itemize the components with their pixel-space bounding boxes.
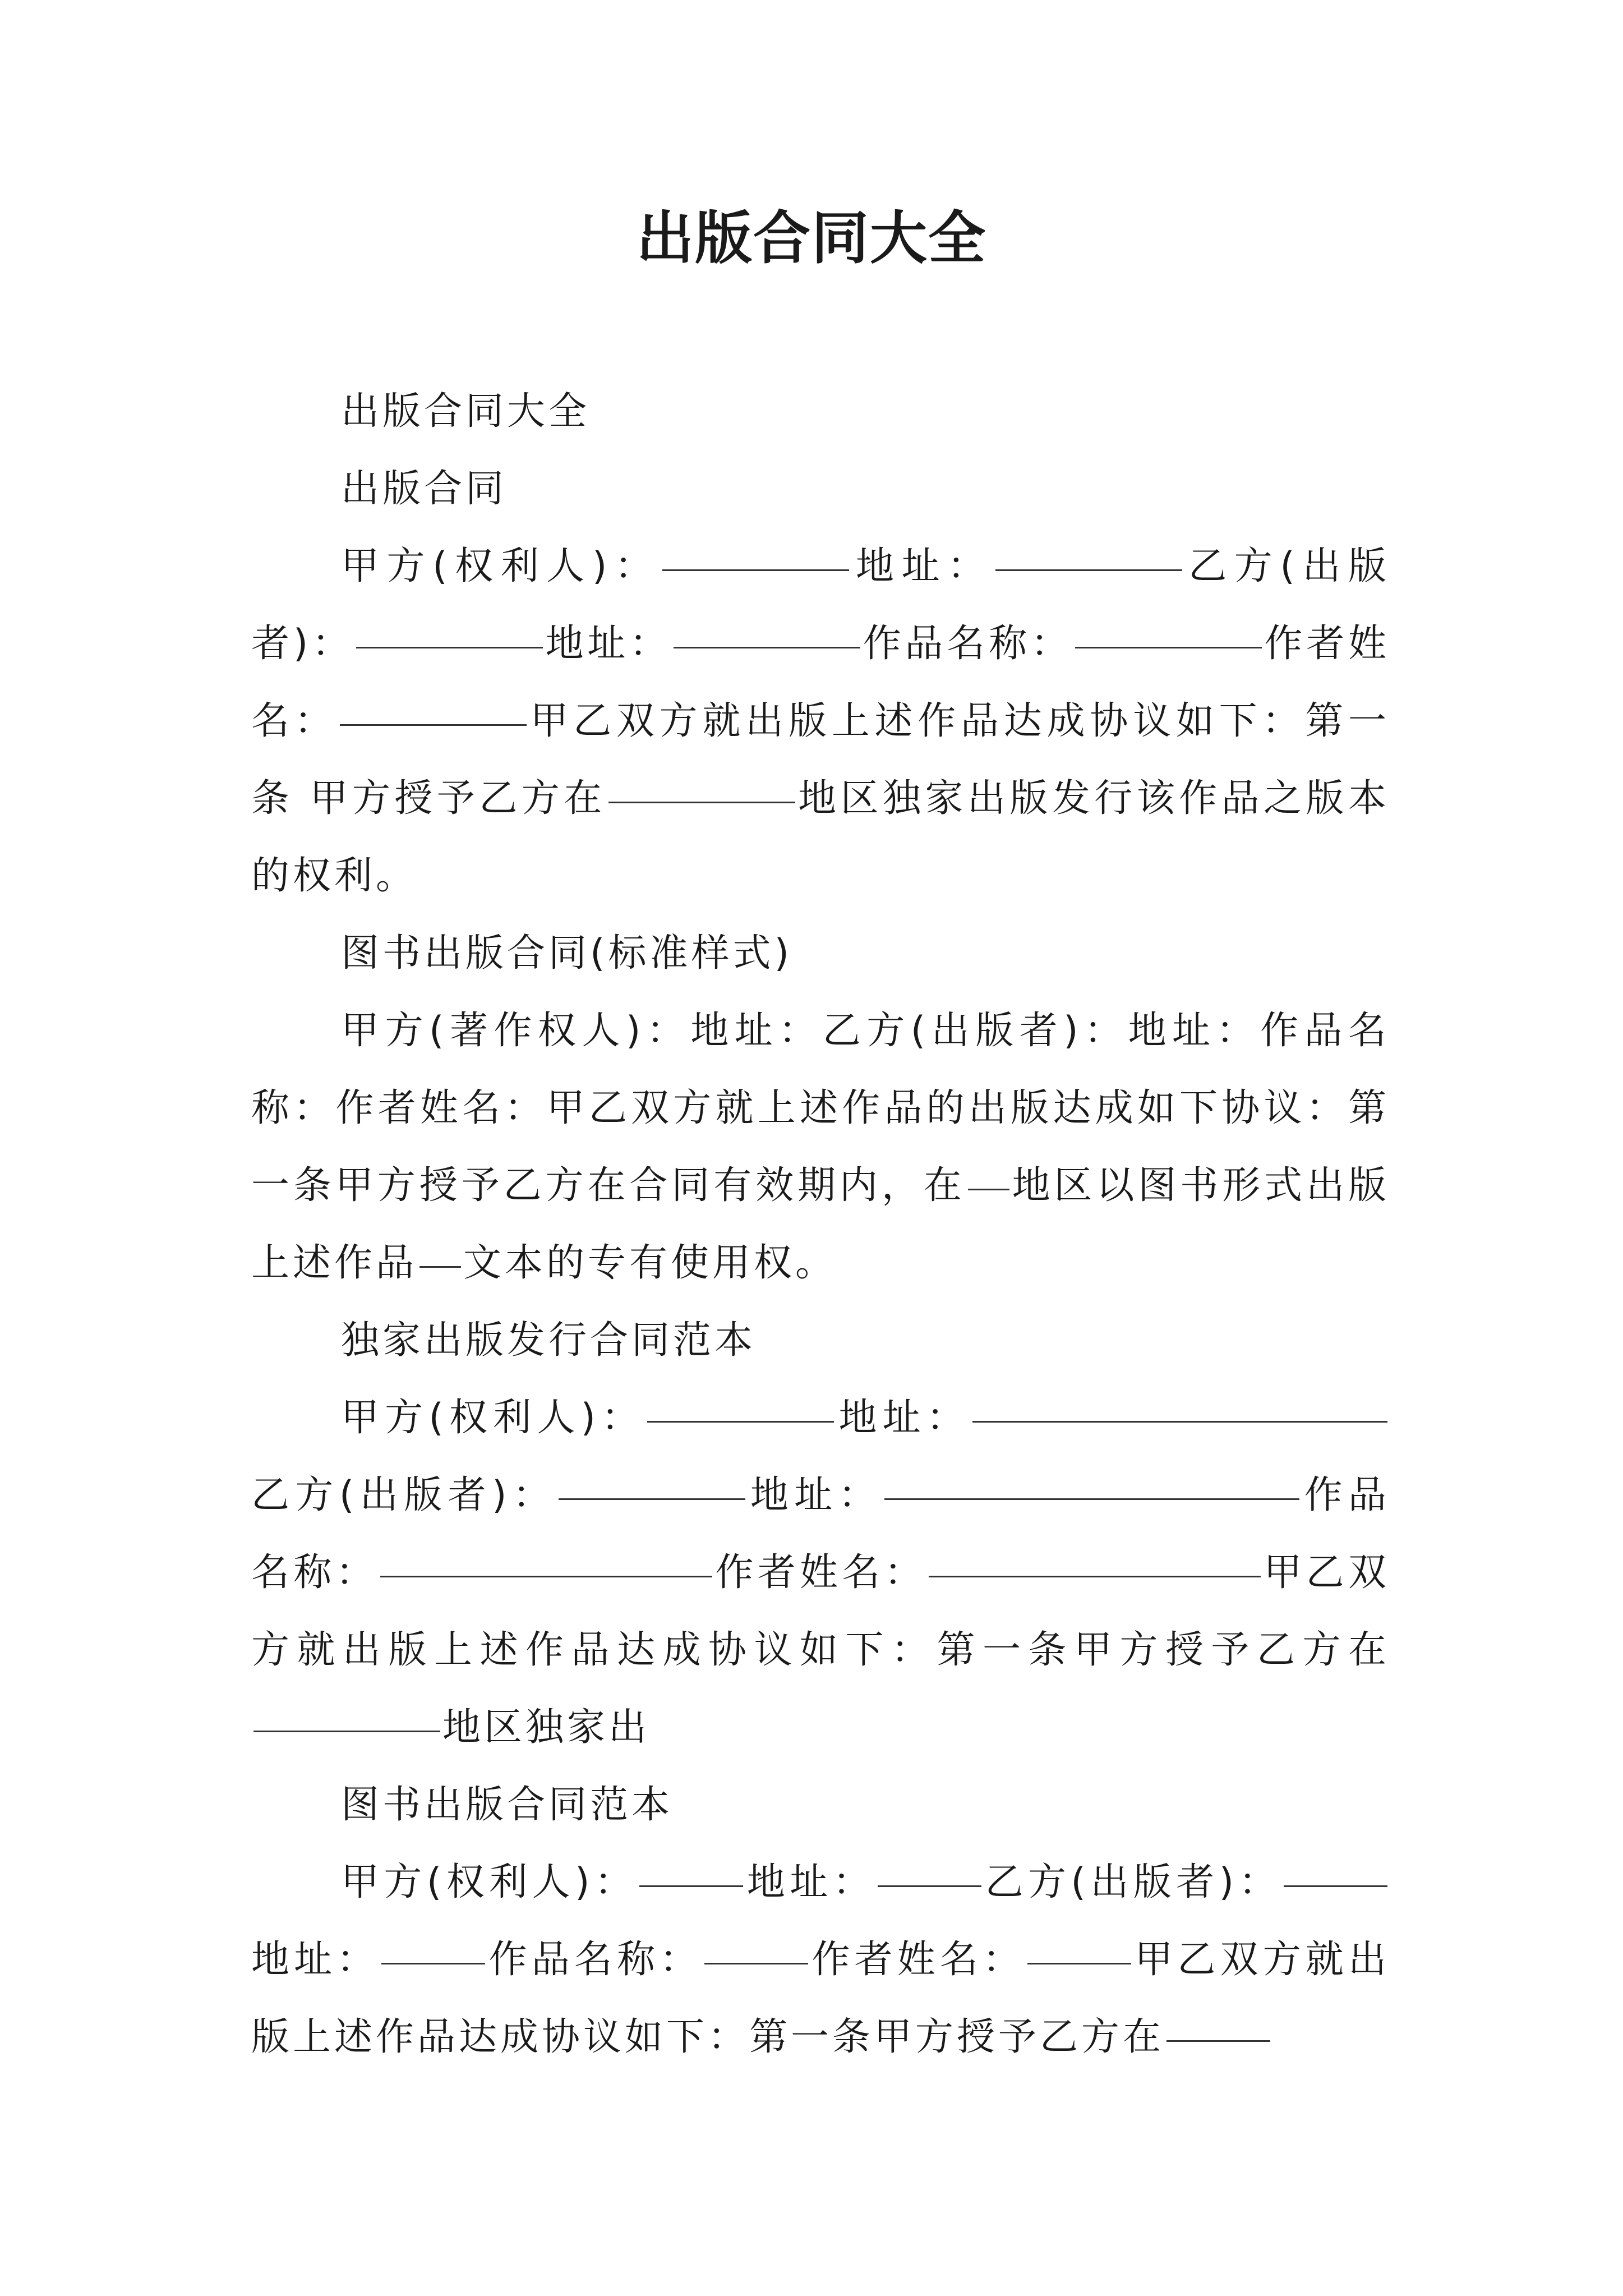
paragraph-text: 作者姓名： <box>714 1550 926 1595</box>
paragraph-text: 作者姓名： <box>251 622 1390 743</box>
paragraph <box>251 373 1390 450</box>
paragraph-text: 作品名称： <box>862 622 1073 666</box>
paragraph-text: 甲方(权利人)： <box>341 1396 645 1440</box>
fill-in-blank-line <box>380 1536 712 1577</box>
paragraph-text: 甲乙双方就出版上述作品达成协议如下：第一条甲方授予乙方在 <box>251 1938 1390 2059</box>
paragraph-text: 作品名称： <box>487 1938 703 1982</box>
paragraph <box>251 1766 1390 1844</box>
paragraph-text: 图书出版合同(标准样式) <box>341 931 793 976</box>
paragraph-text: 甲乙双方就出版上述作品达成协议如下：第一条 甲方授予乙方在 <box>251 699 1390 821</box>
fill-in-blank-line <box>381 1924 485 1964</box>
fill-in-blank-line <box>356 608 543 648</box>
paragraph <box>251 1844 1390 2076</box>
paragraph-text: 甲方(权利人)： <box>341 544 661 588</box>
fill-in-blank-line <box>1027 1924 1131 1964</box>
paragraph-text: 作品名称： <box>251 1473 1390 1595</box>
paragraph-text: 地址： <box>851 544 993 588</box>
paragraph-text: 甲方(著作权人)：地址：乙方(出版者)：地址：作品名称：作者姓名：甲乙双方就上述作品的出版达成如下协议：第一条甲方授予乙方在合同有效期内，在 <box>251 1009 1390 1208</box>
fill-in-blank-line <box>419 1227 461 1268</box>
paragraph-text: 文本的专有使用权。 <box>463 1241 837 1285</box>
fill-in-blank-line <box>972 1382 1387 1423</box>
fill-in-blank-line <box>1284 1846 1387 1887</box>
paragraph-text: 乙方(出版者)： <box>984 1860 1281 1904</box>
paragraph <box>251 992 1390 1302</box>
paragraph <box>251 450 1390 528</box>
fill-in-blank-line <box>995 530 1182 571</box>
paragraph-text: 地区独家出版发行该作品之版本的权利。 <box>251 776 1390 898</box>
paragraph-text: 出版合同 <box>341 467 508 511</box>
paragraph-text: 甲方(权利人)： <box>341 1860 638 1904</box>
paragraph <box>251 528 1390 915</box>
fill-in-blank-line <box>1075 608 1262 648</box>
fill-in-blank-line <box>1166 2001 1270 2042</box>
paragraph-text: 甲乙双方就出版上述作品达成协议如下：第一条甲方授予乙方在 <box>251 1550 1390 1672</box>
paragraph <box>251 1379 1390 1766</box>
paragraph-text: 地址： <box>251 1938 380 1982</box>
paragraph <box>251 915 1390 992</box>
paragraph-text: 地区独家出 <box>442 1705 651 1750</box>
fill-in-blank-line <box>559 1459 745 1500</box>
fill-in-blank-line <box>968 1149 1009 1190</box>
paragraph-text: 地址： <box>545 622 671 666</box>
paragraph-text: 地址： <box>748 1473 883 1517</box>
paragraph-text: 地址： <box>745 1860 876 1904</box>
document-body <box>251 373 1390 2076</box>
paragraph-text: 出版合同大全 <box>341 389 591 434</box>
paragraph-text: 图书出版合同范本 <box>341 1783 674 1827</box>
paragraph-text: 乙方(出版者)： <box>251 1473 557 1517</box>
paragraph-text: 作者姓名： <box>810 1938 1026 1982</box>
paragraph-text: 乙方(出版者)： <box>251 544 1390 666</box>
document-title: 出版合同大全 <box>637 205 986 272</box>
paragraph-text: 独家出版发行合同范本 <box>341 1318 757 1363</box>
fill-in-blank-line <box>253 1691 440 1732</box>
fill-in-blank-line <box>662 530 849 571</box>
fill-in-blank-line <box>674 608 860 648</box>
fill-in-blank-line <box>340 685 527 726</box>
fill-in-blank-line <box>647 1382 834 1423</box>
fill-in-blank-line <box>878 1846 981 1887</box>
paragraph <box>251 1302 1390 1379</box>
fill-in-blank-line <box>929 1536 1261 1577</box>
fill-in-blank-line <box>704 1924 808 1964</box>
paragraph-text: 地址： <box>836 1396 970 1440</box>
fill-in-blank-line <box>639 1846 743 1887</box>
paragraph-text: 地区以图书形式出版上述作品 <box>251 1163 1390 1285</box>
fill-in-blank-line <box>884 1459 1299 1500</box>
fill-in-blank-line <box>608 762 795 803</box>
